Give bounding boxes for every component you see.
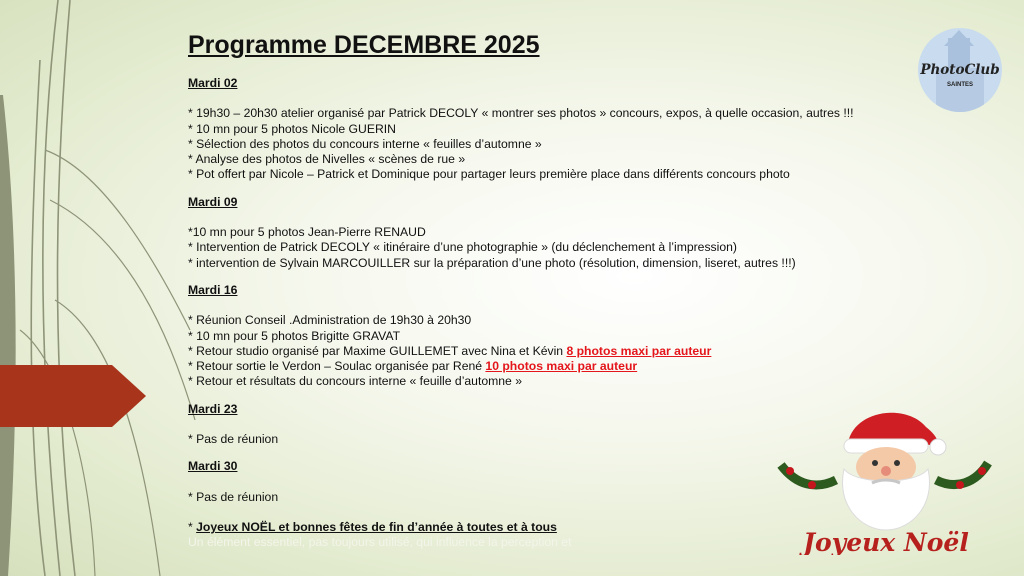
list-item: * 19h30 – 20h30 atelier organisé par Patrick DECOLY « montrer ses photos » concours, expos, à quelle occasion, autres !!! [188, 106, 854, 121]
list-item [188, 344, 928, 359]
logo-text: PhotoClub [920, 62, 1000, 78]
list-item: * intervention de Sylvain MARCOUILLER sur la préparation d’une photo (résolution, dimension, liseret, autres !!!) [188, 255, 796, 270]
closing-bullet: * [188, 519, 197, 534]
garland-left [781, 465, 836, 489]
closing-text: Joyeux NOËL et bonnes fêtes de fin d’année à toutes et à tous [196, 519, 557, 534]
section-heading-mardi-23: Mardi 23 [188, 401, 238, 416]
list-item: * Retour et résultats du concours interne « feuille d’automne » [188, 374, 522, 389]
section-heading-mardi-16: Mardi 16 [188, 282, 238, 297]
faded-note: Un élément essentiel, pas toujours utilisé, qui influence la perception et [188, 535, 572, 550]
list-item [188, 359, 928, 374]
page-title: Programme DECEMBRE 2025 [188, 31, 540, 59]
photo-limit-note: 8 photos maxi par auteur [566, 343, 712, 358]
list-item-text: * Retour studio organisé par Maxime GUILLEMET avec Nina et Kévin [188, 343, 567, 358]
section-heading-mardi-02: Mardi 02 [188, 76, 238, 90]
list-item: *10 mn pour 5 photos Jean-Pierre RENAUD [188, 225, 426, 240]
photo-limit-note: 10 photos maxi par auteur [485, 359, 638, 374]
accent-arrow [0, 365, 146, 427]
list-item: * Analyse des photos de Nivelles « scènes de rue » [188, 152, 466, 167]
list-item-text: * Retour sortie le Verdon – Soulac organisée par René [188, 359, 486, 374]
section-heading-mardi-09: Mardi 09 [188, 194, 238, 209]
list-item: * 10 mn pour 5 photos Nicole GUERIN [188, 121, 396, 136]
decorative-stems [0, 0, 200, 576]
santa-illustration [776, 405, 996, 555]
logo-subtext: SAINTES [946, 82, 973, 88]
list-item: * Pas de réunion [188, 432, 279, 447]
section-heading-mardi-30: Mardi 30 [188, 459, 238, 474]
greeting-text: Joyeux Noël [803, 528, 969, 555]
photo-club-logo [918, 28, 1002, 112]
list-item: * Intervention de Patrick DECOLY « itinéraire d’une photographie » (du déclenchement à l’impression) [188, 240, 737, 255]
list-item: * Sélection des photos du concours interne « feuilles d’automne » [188, 136, 542, 151]
list-item: * Réunion Conseil .Administration de 19h30 à 20h30 [188, 313, 472, 328]
list-item: * Pas de réunion [188, 489, 279, 504]
garland-right [936, 463, 988, 489]
list-item: * 10 mn pour 5 photos Brigitte GRAVAT [188, 328, 401, 343]
list-item: * Pot offert par Nicole – Patrick et Dominique pour partager leurs première place dans différents concours photo [188, 167, 790, 182]
